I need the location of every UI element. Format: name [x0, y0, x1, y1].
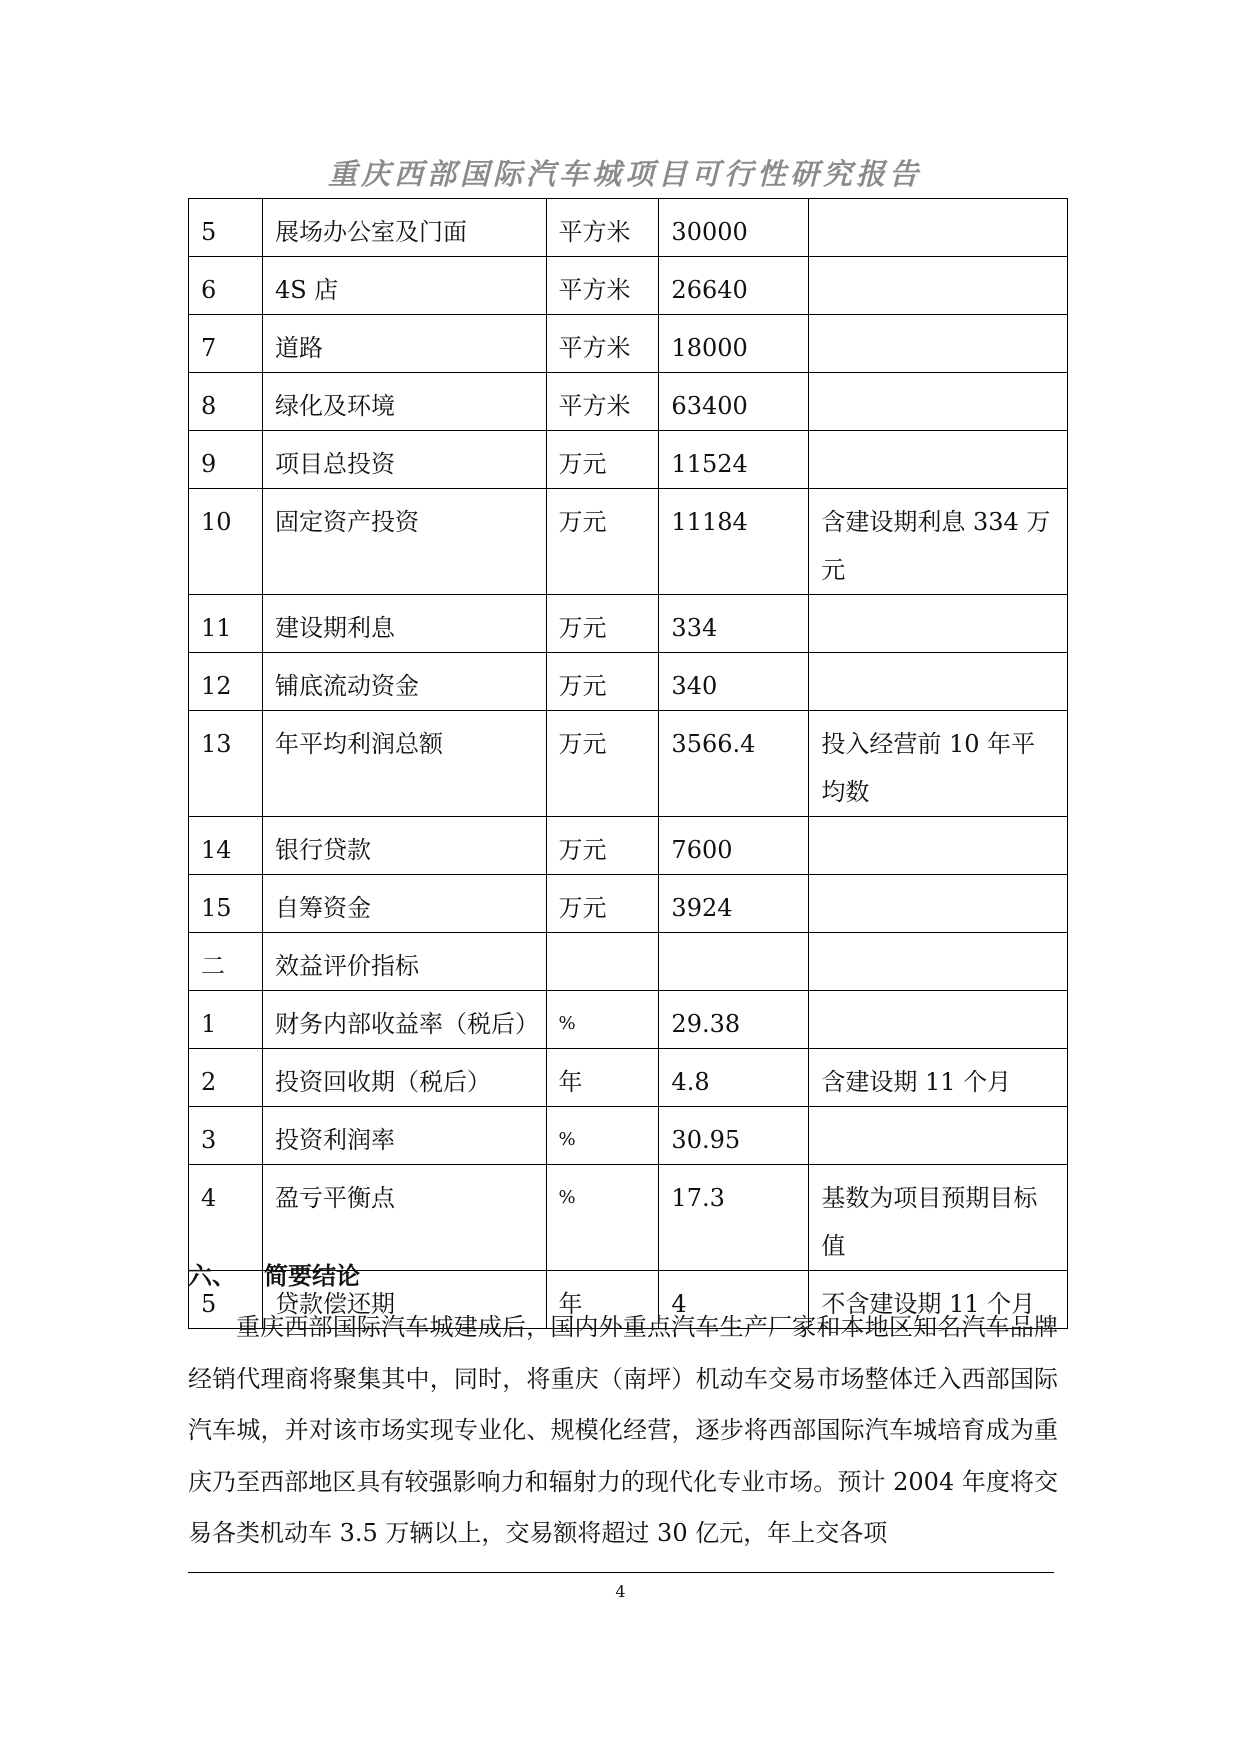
- unit-cell: 万元: [546, 431, 659, 489]
- row-index-cell: 11: [189, 595, 263, 653]
- remark-cell: [809, 991, 1068, 1049]
- item-name-cell: 绿化及环境: [262, 373, 546, 431]
- unit-cell: 平方米: [546, 373, 659, 431]
- value-cell: 334: [659, 595, 809, 653]
- value-cell: 4: [659, 1271, 809, 1329]
- row-index-cell: 2: [189, 1049, 263, 1107]
- footer-divider: [188, 1572, 1054, 1573]
- table-row: [189, 711, 1068, 817]
- item-name-cell: 固定资产投资: [262, 489, 546, 595]
- item-name-cell: 4S 店: [262, 257, 546, 315]
- unit-cell: 万元: [546, 595, 659, 653]
- row-index-cell: 10: [189, 489, 263, 595]
- row-index-cell: 3: [189, 1107, 263, 1165]
- table-row: [189, 199, 1068, 257]
- section-heading: [188, 1256, 360, 1291]
- table-row: [189, 595, 1068, 653]
- table-row: [189, 817, 1068, 875]
- remark-cell: [809, 373, 1068, 431]
- table-row: [189, 1049, 1068, 1107]
- item-name-cell: 铺底流动资金: [262, 653, 546, 711]
- value-cell: 11524: [659, 431, 809, 489]
- unit-cell: [546, 933, 659, 991]
- value-cell: 340: [659, 653, 809, 711]
- value-cell: 29.38: [659, 991, 809, 1049]
- remark-cell: 基数为项目预期目标值: [809, 1165, 1068, 1271]
- row-index-cell: 13: [189, 711, 263, 817]
- unit-cell: 万元: [546, 711, 659, 817]
- row-index-cell: 14: [189, 817, 263, 875]
- value-cell: 4.8: [659, 1049, 809, 1107]
- table-row: [189, 1165, 1068, 1271]
- row-index-cell: 5: [189, 1271, 263, 1329]
- table-row: [189, 875, 1068, 933]
- value-cell: 3566.4: [659, 711, 809, 817]
- row-index-cell: 15: [189, 875, 263, 933]
- remark-cell: 不含建设期 11 个月: [809, 1271, 1068, 1329]
- row-index-cell: 二: [189, 933, 263, 991]
- unit-cell: 平方米: [546, 199, 659, 257]
- row-index-cell: 9: [189, 431, 263, 489]
- table-row: [189, 315, 1068, 373]
- value-cell: 30000: [659, 199, 809, 257]
- value-cell: 17.3: [659, 1165, 809, 1271]
- item-name-cell: 年平均利润总额: [262, 711, 546, 817]
- row-index-cell: 6: [189, 257, 263, 315]
- remark-cell: 含建设期 11 个月: [809, 1049, 1068, 1107]
- item-name-cell: 贷款偿还期: [262, 1271, 546, 1329]
- table-row: [189, 991, 1068, 1049]
- row-index-cell: 1: [189, 991, 263, 1049]
- value-cell: 18000: [659, 315, 809, 373]
- item-name-cell: 财务内部收益率（税后）: [262, 991, 546, 1049]
- table-row: [189, 1107, 1068, 1165]
- remark-cell: [809, 933, 1068, 991]
- item-name-cell: 项目总投资: [262, 431, 546, 489]
- table-row: [189, 373, 1068, 431]
- unit-cell: %: [546, 991, 659, 1049]
- remark-cell: [809, 1107, 1068, 1165]
- remark-cell: [809, 199, 1068, 257]
- unit-cell: 年: [546, 1049, 659, 1107]
- value-cell: 7600: [659, 817, 809, 875]
- item-name-cell: 投资回收期（税后）: [262, 1049, 546, 1107]
- value-cell: [659, 933, 809, 991]
- section-title: 简要结论: [264, 1262, 360, 1290]
- value-cell: 63400: [659, 373, 809, 431]
- table-row: [189, 489, 1068, 595]
- row-index-cell: 8: [189, 373, 263, 431]
- remark-cell: [809, 257, 1068, 315]
- page-header-title: 重庆西部国际汽车城项目可行性研究报告: [327, 157, 922, 191]
- row-index-cell: 4: [189, 1165, 263, 1271]
- value-cell: 11184: [659, 489, 809, 595]
- unit-cell: 万元: [546, 875, 659, 933]
- value-cell: 26640: [659, 257, 809, 315]
- unit-cell: 万元: [546, 489, 659, 595]
- value-cell: 30.95: [659, 1107, 809, 1165]
- remark-cell: [809, 875, 1068, 933]
- unit-cell: %: [546, 1165, 659, 1271]
- item-name-cell: 自筹资金: [262, 875, 546, 933]
- section-number: 六、: [188, 1262, 236, 1290]
- row-index-cell: 5: [189, 199, 263, 257]
- remark-cell: [809, 595, 1068, 653]
- value-cell: 3924: [659, 875, 809, 933]
- unit-cell: 万元: [546, 653, 659, 711]
- indicator-table: [188, 198, 1068, 1329]
- unit-cell: 平方米: [546, 315, 659, 373]
- remark-cell: [809, 653, 1068, 711]
- row-index-cell: 7: [189, 315, 263, 373]
- table-row: [189, 933, 1068, 991]
- remark-cell: [809, 817, 1068, 875]
- item-name-cell: 道路: [262, 315, 546, 373]
- item-name-cell: 银行贷款: [262, 817, 546, 875]
- item-name-cell: 展场办公室及门面: [262, 199, 546, 257]
- remark-cell: 含建设期利息 334 万元: [809, 489, 1068, 595]
- unit-cell: %: [546, 1107, 659, 1165]
- table-row: [189, 257, 1068, 315]
- unit-cell: 万元: [546, 817, 659, 875]
- unit-cell: 年: [546, 1271, 659, 1329]
- indicator-table-body: [189, 199, 1068, 1329]
- item-name-cell: 效益评价指标: [262, 933, 546, 991]
- page-number: 4: [615, 1582, 626, 1601]
- item-name-cell: 投资利润率: [262, 1107, 546, 1165]
- remark-cell: 投入经营前 10 年平均数: [809, 711, 1068, 817]
- unit-cell: 平方米: [546, 257, 659, 315]
- remark-cell: [809, 431, 1068, 489]
- item-name-cell: 盈亏平衡点: [262, 1165, 546, 1271]
- row-index-cell: 12: [189, 653, 263, 711]
- table-row: [189, 431, 1068, 489]
- remark-cell: [809, 315, 1068, 373]
- item-name-cell: 建设期利息: [262, 595, 546, 653]
- conclusion-paragraph: 重庆西部国际汽车城建成后，国内外重点汽车生产厂家和本地区知名汽车品牌经销代理商将聚集其中，同时，将重庆（南坪）机动车交易市场整体迁入西部国际汽车城，并对该市场实现专业化、规模化经营，逐步将西部国际汽车城培育成为重庆乃至西部地区具有较强影响力和辐射力的现代化专业市场。预计 2004 年度将交易各类机动车 3.5 万辆以上，交易额将超过 30 亿元，年上交各项: [188, 1313, 1058, 1547]
- table-row: [189, 653, 1068, 711]
